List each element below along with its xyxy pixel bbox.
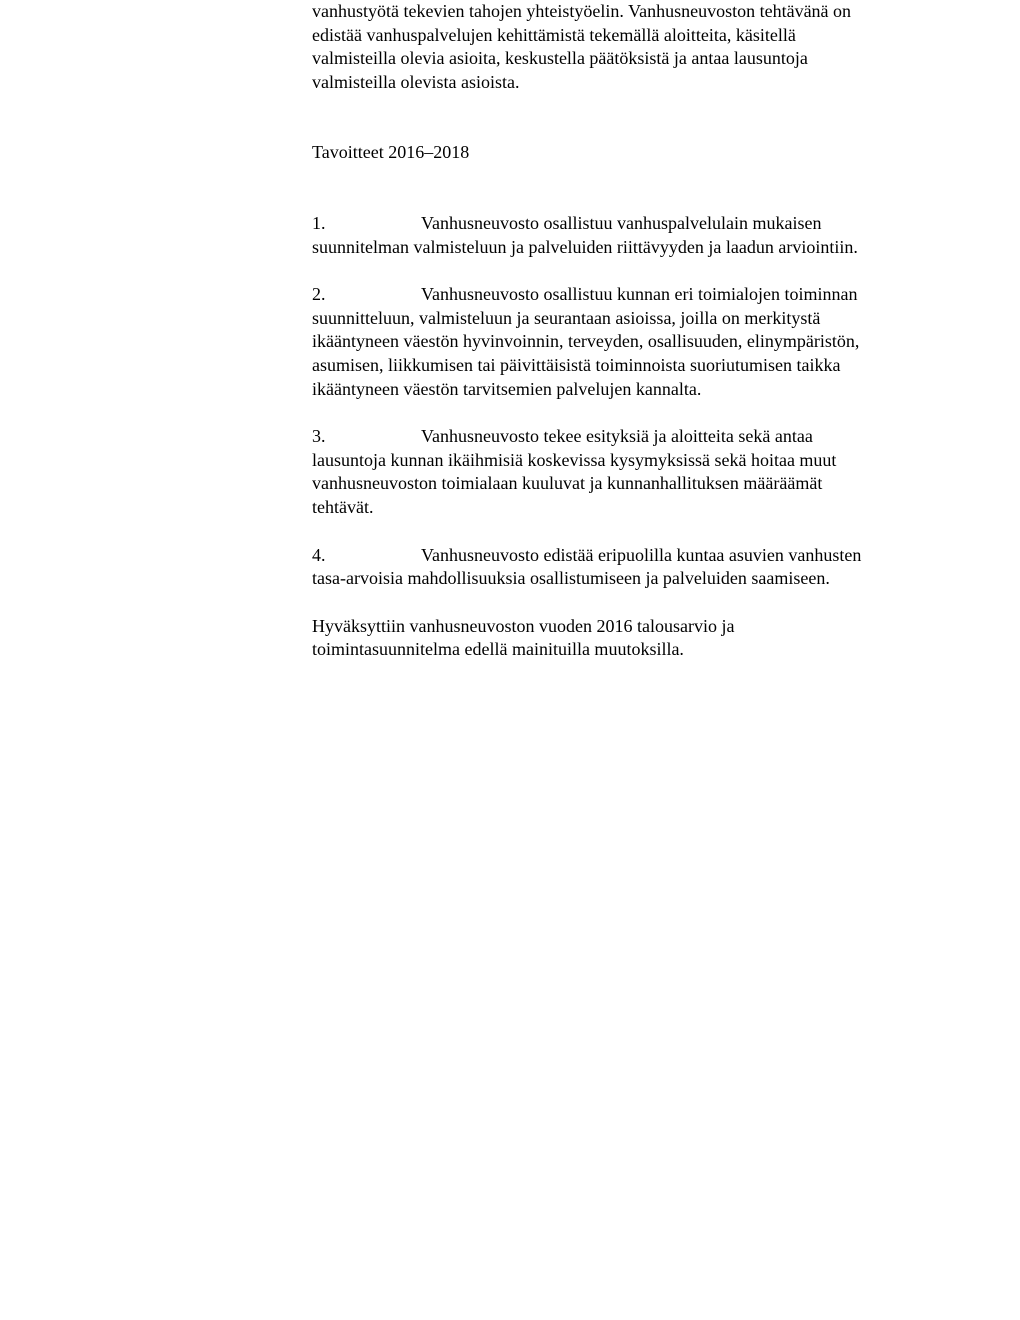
intro-line: valmisteilla olevia asioita, keskustella päätöksistä ja antaa lausuntoja (312, 48, 808, 69)
list-item (312, 283, 922, 401)
item-text: Vanhusneuvosto osallistuu kunnan eri toimialojen toiminnan (421, 284, 858, 305)
intro-line: vanhustyötä tekevien tahojen yhteistyöelin. Vanhusneuvoston tehtävänä on (312, 1, 852, 21)
list-item (312, 212, 922, 259)
item-line: vanhusneuvoston toimialaan kuuluvat ja kunnanhallituksen määräämät (312, 473, 823, 494)
section-heading: Tavoitteet 2016–2018 (312, 142, 470, 163)
closing-line: toimintasuunnitelma edellä mainituilla muutoksilla. (312, 639, 684, 660)
item-text: Vanhusneuvosto edistää eripuolilla kuntaa asuvien vanhusten (421, 544, 862, 565)
item-line: asumisen, liikkumisen tai päivittäisistä toiminnoista suoriutumisen taikka (312, 354, 841, 375)
item-number: 4. (312, 544, 326, 565)
item-line: tehtävät. (312, 496, 374, 517)
item-line: lausuntoja kunnan ikäihmisiä koskevissa kysymyksissä sekä hoitaa muut (312, 449, 837, 470)
intro-line: edistää vanhuspalvelujen kehittämistä tekemällä aloitteita, käsitellä (312, 24, 796, 45)
list-item (312, 425, 922, 519)
item-number: 2. (312, 284, 326, 305)
item-line: tasa-arvoisia mahdollisuuksia osallistumiseen ja palveluiden saamiseen. (312, 568, 830, 589)
list-item (312, 544, 922, 591)
item-text: Vanhusneuvosto tekee esityksiä ja aloitteita sekä antaa (421, 426, 813, 447)
closing-paragraph (312, 615, 922, 662)
item-number: 3. (312, 426, 326, 447)
intro-line: valmisteilla olevista asioista. (312, 71, 520, 92)
intro-paragraph (312, 0, 922, 94)
closing-line: Hyväksyttiin vanhusneuvoston vuoden 2016 talousarvio ja (312, 615, 735, 636)
item-text: Vanhusneuvosto osallistuu vanhuspalvelulain mukaisen (421, 212, 822, 233)
item-line: ikääntyneen väestön hyvinvoinnin, terveyden, osallisuuden, elinympäristön, (312, 331, 860, 352)
item-number: 1. (312, 212, 326, 233)
item-line: ikääntyneen väestön tarvitsemien palvelujen kannalta. (312, 378, 702, 399)
item-line: suunnitteluun, valmisteluun ja seurantaan asioissa, joilla on merkitystä (312, 307, 821, 328)
item-line: suunnitelman valmisteluun ja palveluiden riittävyyden ja laadun arviointiin. (312, 236, 858, 257)
document-body (312, 0, 922, 662)
